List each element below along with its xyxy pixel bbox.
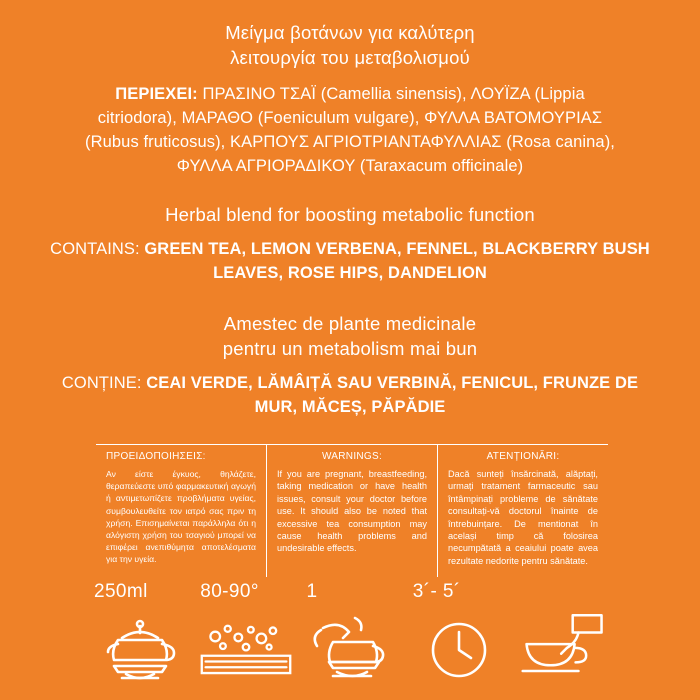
brew-step-serve-label xyxy=(515,580,615,604)
product-title-english xyxy=(44,202,656,227)
title-line: Μείγμα βοτάνων για καλύτερη xyxy=(225,22,475,43)
brew-step-serve xyxy=(515,580,615,688)
product-title-greek xyxy=(44,20,656,70)
product-title-romanian xyxy=(44,311,656,361)
title-line: λειτουργία του μεταβολισμού xyxy=(230,47,470,68)
title-line: Amestec de plante medicinale xyxy=(223,313,477,334)
warning-column-greek xyxy=(96,445,266,577)
warning-text-romanian: Dacă sunteți însărcinată, alăptați, urmați tratament farmaceutic sau întâmpinați probleme de sănătate consultați-vă doctorul înainte de întrebuințare. De mentionat în același timp că folosirea necumpătată a ceaiului poate avea rezultate nedorite pentru sănătate. xyxy=(448,469,598,566)
warning-column-romanian xyxy=(437,445,608,577)
ingredients-romanian xyxy=(44,371,656,419)
contains-label-english: CONTAINS: xyxy=(50,240,140,258)
warning-column-english xyxy=(266,445,437,577)
warning-heading-english: WARNINGS: xyxy=(321,451,383,462)
warning-heading-greek: ΠΡΟΕΙΔΟΠΟΙΗΣΕΙΣ: xyxy=(106,451,206,462)
language-block-greek xyxy=(0,0,700,178)
brew-step-volume-label: 250ml xyxy=(94,581,148,602)
brew-step-time-label: 3´- 5´ xyxy=(412,581,461,602)
brew-step-temperature xyxy=(196,580,296,688)
warnings-section xyxy=(96,444,608,577)
warning-text-english: If you are pregnant, breastfeeding, taking medication or have health issues, consult your doctor before use. It should also be noted that excessive tea consumption may cause health problems and undesirable effects. xyxy=(277,469,427,554)
warning-text-greek: Αν είστε έγκυος, θηλάζετε, θεραπεύεστε υπό φαρμακευτική αγωγή ή αντιμετωπίζετε προβλήματα υγείας, συμβουλευθείτε τον ιατρό σας πριν τη χρήση. Επισημαίνεται παράλληλα ότι η αλόγιστη χρήση του τσαγιού μπορεί να επιφέρει ανεπιθύμητα αποτελέσματα για την υγεία. xyxy=(106,469,256,565)
ingredients-english xyxy=(44,237,656,285)
title-line: Herbal blend for boosting metabolic function xyxy=(165,204,535,225)
warning-heading-romanian: ATENȚIONĂRI: xyxy=(486,451,560,462)
boiling-water-icon xyxy=(196,608,296,682)
teapot-icon xyxy=(90,608,190,682)
contains-text-romanian: CEAI VERDE, LĂMÂIȚĂ SAU VERBINĂ, FENICUL, FRUNZE DE MUR, MĂCEȘ, PĂPĂDIE xyxy=(146,374,639,416)
cup-with-teabag-icon xyxy=(515,608,615,682)
brew-step-time xyxy=(409,580,509,688)
brewing-instructions-strip xyxy=(90,580,615,688)
contains-text-greek: ΠΡΑΣΙΝΟ ΤΣΑΪ (Camellia sinensis), ΛΟΥΪΖΑ (Lippia citriodora), ΜΑΡΑΘΟ (Foeniculum vulgare), ΦΥΛΛΑ ΒΑΤΟΜΟΥΡΙΑΣ (Rubus fruticosus), ΚΑΡΠΟΥΣ ΑΓΡΙΟΤΡΙΑΝΤΑΦΥΛΛΙΑΣ (Rosa canina), ΦΥΛΛΑ ΑΓΡΙΟΡΑΔΙΚΟΥ (Taraxacum officinale) xyxy=(85,85,615,175)
pouring-kettle-icon xyxy=(303,608,403,682)
clock-icon xyxy=(409,608,509,682)
contains-label-romanian: CONȚINE: xyxy=(61,374,142,392)
ingredients-greek xyxy=(44,82,656,178)
brew-step-quantity-label: 1 xyxy=(306,581,318,602)
language-block-romanian xyxy=(0,311,700,419)
title-line: pentru un metabolism mai bun xyxy=(222,338,478,359)
contains-label-greek: ΠΕΡΙΕΧΕΙ: xyxy=(115,85,198,103)
contains-text-english: GREEN TEA, LEMON VERBENA, FENNEL, BLACKBERRY BUSH LEAVES, ROSE HIPS, DANDELION xyxy=(144,240,650,282)
brew-step-quantity xyxy=(303,580,403,688)
brew-step-temperature-label: 80-90° xyxy=(200,581,259,602)
brew-step-volume xyxy=(90,580,190,688)
language-block-english xyxy=(0,202,700,285)
